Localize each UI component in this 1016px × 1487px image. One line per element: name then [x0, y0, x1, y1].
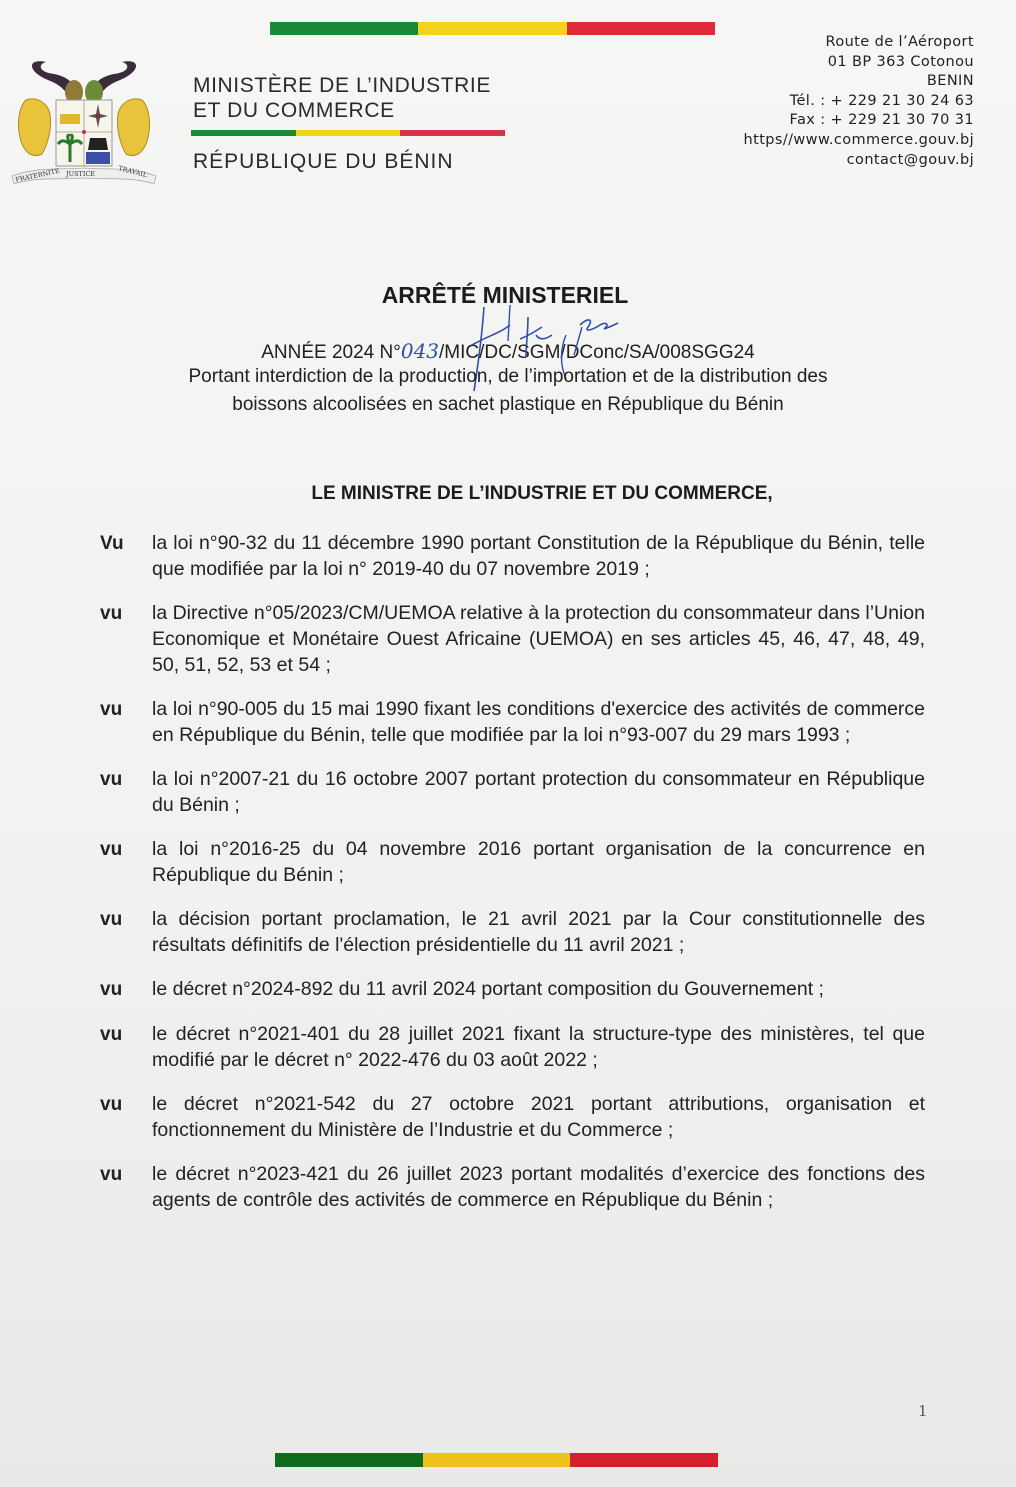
- subject-line2: boissons alcoolisées en sachet plastique en République du Bénin: [232, 394, 784, 415]
- ministry-name: [193, 73, 491, 123]
- visa-text: la loi n°2007-21 du 16 octobre 2007 portant protection du consommateur en République du Bénin ;: [152, 768, 925, 816]
- address-country: BENIN: [926, 73, 974, 90]
- address-email-link[interactable]: contact@gouv.bj: [846, 151, 974, 168]
- visa-item: [100, 600, 925, 678]
- visa-item: [100, 530, 925, 582]
- visa-label: vu: [100, 1024, 123, 1045]
- mid-flag-bar: [191, 130, 505, 136]
- visa-text: le décret n°2021-542 du 27 octobre 2021 portant attributions, organisation et fonctionnement du Ministère de l’Industrie et du Commerce ;: [152, 1093, 925, 1141]
- visa-label: vu: [100, 769, 123, 790]
- reference-number-handwritten: 043: [400, 339, 440, 363]
- motto-fraternite: FRATERNITE: [14, 166, 61, 184]
- visa-text: le décret n°2021-401 du 28 juillet 2021 fixant la structure-type des ministères, tel que modifié par le décret n° 2022-476 du 03 août 2022 ;: [152, 1023, 925, 1071]
- address-block: [744, 33, 974, 170]
- page-number: 1: [918, 1402, 928, 1420]
- visa-label: vu: [100, 839, 123, 860]
- visa-item: [100, 836, 925, 888]
- visa-text: le décret n°2024-892 du 11 avril 2024 portant composition du Gouvernement ;: [152, 978, 824, 1000]
- address-website-link[interactable]: https//www.commerce.gouv.bj: [743, 131, 974, 148]
- address-phone: Tél. : + 229 21 30 24 63: [789, 92, 974, 109]
- top-flag-bar: [270, 22, 715, 35]
- visa-text: le décret n°2023-421 du 26 juillet 2023 portant modalités d’exercice des fonctions des agents de contrôle des activités de commerce en République du Bénin ;: [152, 1163, 925, 1211]
- motto-justice: JUSTICE: [66, 170, 96, 178]
- republic-name: RÉPUBLIQUE DU BÉNIN: [193, 150, 454, 173]
- visa-item: [100, 976, 925, 1003]
- visa-item: [100, 1021, 925, 1073]
- visa-text: la Directive n°05/2023/CM/UEMOA relative à la protection du consommateur dans l’Union Economique et Monétaire Ouest Africaine (UEMOA) en ses articles 45, 46, 47, 48, 49, 50, 51, 52, 53 et 54 ;: [152, 602, 926, 676]
- subject-line1: Portant interdiction de la production, de l’importation et de la distribution des: [188, 366, 828, 387]
- visa-item: [100, 906, 925, 958]
- document-subject: [120, 363, 896, 419]
- visa-item: [100, 1091, 925, 1143]
- address-fax: Fax : + 229 21 30 70 31: [789, 112, 974, 129]
- visa-label: vu: [100, 603, 123, 624]
- visa-text: la loi n°90-32 du 11 décembre 1990 portant Constitution de la République du Bénin, telle que modifiée par la loi n° 2019-40 du 07 novembre 2019 ;: [152, 532, 925, 580]
- visa-text: la loi n°90-005 du 15 mai 1990 fixant les conditions d'exercice des activités de commerce en République du Bénin, telle que modifiée par la loi n°93-007 du 29 mars 1993 ;: [152, 698, 925, 746]
- document-title: ARRÊTÉ MINISTERIEL: [381, 282, 629, 308]
- motto-travail: TRAVAIL: [117, 164, 149, 180]
- visa-item: [100, 1161, 925, 1213]
- ministry-name-line2: ET DU COMMERCE: [193, 99, 395, 122]
- visa-label: vu: [100, 1164, 123, 1185]
- visa-label: Vu: [100, 533, 124, 554]
- ministry-name-line1: MINISTÈRE DE L’INDUSTRIE: [193, 74, 491, 97]
- visa-label: vu: [100, 1094, 123, 1115]
- visa-text: la loi n°2016-25 du 04 novembre 2016 portant organisation de la concurrence en République du Bénin ;: [152, 838, 925, 886]
- visa-label: vu: [100, 979, 123, 1000]
- address-po-box: 01 BP 363 Cotonou: [827, 53, 974, 70]
- visa-item: [100, 766, 925, 818]
- bottom-flag-bar: [275, 1453, 718, 1467]
- visas-list: [100, 530, 925, 1231]
- document-reference: [0, 339, 1016, 364]
- benin-coat-of-arms-icon: [8, 58, 160, 188]
- reference-suffix: /MIC/DC/SGM/DConc/SA/008SGG24: [439, 342, 755, 363]
- reference-prefix: ANNÉE 2024 N°: [261, 342, 401, 363]
- visa-label: vu: [100, 699, 123, 720]
- visa-item: [100, 696, 925, 748]
- minister-heading: LE MINISTRE DE L’INDUSTRIE ET DU COMMERCE,: [311, 483, 773, 504]
- address-street: Route de l’Aéroport: [825, 34, 974, 50]
- visa-label: vu: [100, 909, 123, 930]
- visa-text: la décision portant proclamation, le 21 avril 2021 par la Cour constitutionnelle des résultats définitifs de l'élection présidentielle du 11 avril 2021 ;: [152, 908, 925, 956]
